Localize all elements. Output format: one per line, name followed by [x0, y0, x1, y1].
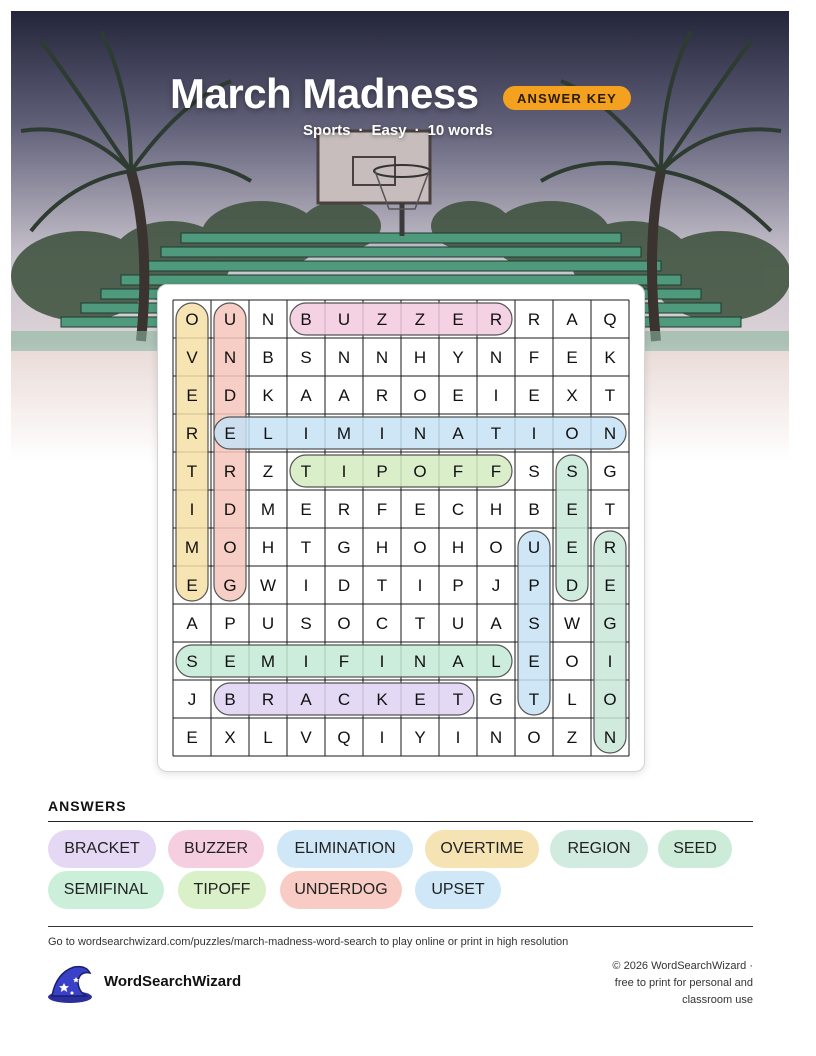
- grid-letter: I: [379, 652, 385, 671]
- grid-letter: F: [376, 500, 388, 519]
- grid-letter: U: [451, 614, 465, 633]
- grid-letter: G: [223, 576, 237, 595]
- grid-letter: I: [303, 652, 309, 671]
- grid-letter: Y: [414, 728, 426, 747]
- grid-letter: O: [413, 538, 427, 557]
- grid-letter: G: [489, 690, 503, 709]
- grid-letter: I: [303, 424, 309, 443]
- grid-letter: A: [300, 690, 312, 709]
- category-label: Sports: [303, 122, 351, 139]
- grid-letter: I: [379, 728, 385, 747]
- grid-letter: O: [337, 614, 351, 633]
- grid-letter: K: [376, 690, 388, 709]
- difficulty-label: Easy: [371, 122, 407, 139]
- grid-letter: I: [455, 728, 461, 747]
- grid-letter: P: [224, 614, 236, 633]
- grid-letter: N: [603, 424, 617, 443]
- grid-letter: R: [375, 386, 389, 405]
- grid-letter: D: [223, 386, 237, 405]
- grid-letter: O: [565, 424, 579, 443]
- grid-letter: I: [417, 576, 423, 595]
- answers-divider: [48, 821, 753, 822]
- grid-letter: S: [186, 652, 198, 671]
- answer-pill: SEMIFINAL: [48, 871, 164, 909]
- grid-letter: R: [489, 310, 503, 329]
- grid-letter: H: [375, 538, 389, 557]
- grid-letter: G: [603, 614, 617, 633]
- grid-letter: P: [452, 576, 464, 595]
- grid-letter: A: [300, 386, 312, 405]
- grid-letter: Q: [603, 310, 617, 329]
- meta-separator: ·: [414, 122, 420, 139]
- grid-letter: E: [414, 690, 426, 709]
- grid-letter: E: [452, 386, 464, 405]
- grid-letter: M: [260, 652, 276, 671]
- grid-letter: R: [337, 500, 351, 519]
- grid-letter: D: [223, 500, 237, 519]
- grid-letter: A: [452, 424, 464, 443]
- grid-letter: E: [186, 728, 198, 747]
- grid-letter: M: [184, 538, 200, 557]
- answer-key-badge: ANSWER KEY: [503, 86, 631, 110]
- grid-letter: H: [261, 538, 275, 557]
- grid-letter: R: [603, 538, 617, 557]
- grid-letter: T: [604, 500, 616, 519]
- grid-letter: W: [259, 576, 277, 595]
- answer-pill: BRACKET: [48, 830, 156, 868]
- grid-letter: E: [604, 576, 616, 595]
- grid-letter: U: [337, 310, 351, 329]
- grid-letter: N: [375, 348, 389, 367]
- grid-letter: C: [337, 690, 351, 709]
- answer-pill: BUZZER: [168, 830, 264, 868]
- grid-letter: O: [185, 310, 199, 329]
- grid-letter: S: [300, 614, 312, 633]
- grid-letter: R: [527, 310, 541, 329]
- grid-letter: Z: [566, 728, 578, 747]
- copyright-note: [553, 958, 753, 1009]
- grid-letter: E: [186, 386, 198, 405]
- grid-letter: K: [604, 348, 616, 367]
- grid-letter: N: [489, 728, 503, 747]
- answer-pill: ELIMINATION: [277, 830, 413, 868]
- grid-letter: T: [186, 462, 198, 481]
- grid-letter: O: [603, 690, 617, 709]
- grid-letter: H: [413, 348, 427, 367]
- grid-letter: R: [223, 462, 237, 481]
- grid-letter: J: [491, 576, 501, 595]
- grid-letter: Z: [414, 310, 426, 329]
- grid-letter: E: [300, 500, 312, 519]
- grid-letter: U: [223, 310, 237, 329]
- grid-letter: A: [452, 652, 464, 671]
- grid-letter: O: [413, 462, 427, 481]
- grid-letter: N: [223, 348, 237, 367]
- grid-letter: T: [376, 576, 388, 595]
- word-highlight-region: [594, 531, 626, 753]
- grid-letter: R: [185, 424, 199, 443]
- grid-letter: S: [566, 462, 578, 481]
- brand-name: WordSearchWizard: [104, 973, 242, 990]
- copyright-line: free to print for personal and: [614, 977, 753, 989]
- grid-letter: L: [491, 652, 501, 671]
- word-highlight-tipoff: [290, 455, 512, 487]
- grid-letter: O: [223, 538, 237, 557]
- grid-letter: T: [490, 424, 502, 443]
- grid-letter: B: [224, 690, 236, 709]
- grid-letter: L: [567, 690, 577, 709]
- grid-letter: A: [338, 386, 350, 405]
- copyright-line: © 2026 WordSearchWizard ·: [612, 960, 753, 972]
- grid-letter: Z: [376, 310, 388, 329]
- grid-letter: N: [413, 424, 427, 443]
- grid-letter: S: [528, 462, 540, 481]
- grid-letter: E: [528, 386, 540, 405]
- grid-letter: L: [263, 728, 273, 747]
- grid-letter: H: [489, 500, 503, 519]
- grid-letter: E: [186, 576, 198, 595]
- footer-url-note: Go to wordsearchwizard.com/puzzles/march-madness-word-search to play online or print in high resolution: [48, 936, 569, 948]
- answer-pill: OVERTIME: [425, 830, 539, 868]
- grid-letter: M: [260, 500, 276, 519]
- copyright-line: classroom use: [682, 994, 753, 1006]
- word-search-grid: [158, 285, 644, 771]
- grid-letter: E: [566, 538, 578, 557]
- answer-pill: UNDERDOG: [280, 871, 402, 909]
- grid-letter: I: [379, 424, 385, 443]
- grid-letter: T: [452, 690, 464, 709]
- grid-letter: E: [414, 500, 426, 519]
- grid-letter: H: [451, 538, 465, 557]
- grid-letter: O: [565, 652, 579, 671]
- grid-letter: X: [224, 728, 236, 747]
- page-title: March Madness: [170, 70, 479, 117]
- grid-letter: D: [337, 576, 351, 595]
- grid-letter: I: [303, 576, 309, 595]
- grid-letter: P: [376, 462, 388, 481]
- grid-letter: W: [563, 614, 581, 633]
- grid-letter: N: [603, 728, 617, 747]
- grid-letter: E: [566, 348, 578, 367]
- grid-letter: I: [189, 500, 195, 519]
- grid-letter: V: [186, 348, 198, 367]
- footer-divider: [48, 926, 753, 927]
- grid-letter: Q: [337, 728, 351, 747]
- grid-letter: F: [528, 348, 540, 367]
- grid-letter: S: [300, 348, 312, 367]
- grid-letter: T: [300, 538, 312, 557]
- grid-letter: C: [451, 500, 465, 519]
- grid-letter: E: [452, 310, 464, 329]
- grid-letter: E: [566, 500, 578, 519]
- grid-letter: P: [528, 576, 540, 595]
- grid-letter: D: [565, 576, 579, 595]
- grid-letter: K: [262, 386, 274, 405]
- grid-letter: E: [224, 424, 236, 443]
- word-highlight-buzzer: [290, 303, 512, 335]
- answers-heading: ANSWERS: [48, 798, 127, 814]
- answer-pill: SEED: [658, 830, 732, 868]
- word-search-card: [157, 284, 645, 772]
- grid-letter: N: [413, 652, 427, 671]
- grid-letter: N: [489, 348, 503, 367]
- grid-letter: T: [414, 614, 426, 633]
- puzzle-meta: [303, 122, 493, 139]
- answer-pill: UPSET: [415, 871, 501, 909]
- grid-letter: T: [604, 386, 616, 405]
- grid-letter: T: [528, 690, 540, 709]
- grid-letter: A: [566, 310, 578, 329]
- grid-letter: B: [528, 500, 540, 519]
- grid-letter: B: [262, 348, 274, 367]
- grid-letter: R: [261, 690, 275, 709]
- grid-letter: F: [452, 462, 464, 481]
- grid-letter: O: [413, 386, 427, 405]
- grid-letter: A: [490, 614, 502, 633]
- grid-letter: C: [375, 614, 389, 633]
- meta-separator: ·: [358, 122, 364, 139]
- wizard-hat-icon: [46, 963, 94, 1010]
- grid-letter: I: [531, 424, 537, 443]
- grid-letter: A: [186, 614, 198, 633]
- grid-letter: O: [527, 728, 541, 747]
- grid-letter: I: [607, 652, 613, 671]
- grid-letter: L: [263, 424, 273, 443]
- grid-letter: G: [337, 538, 351, 557]
- grid-letter: F: [338, 652, 350, 671]
- grid-letter: N: [337, 348, 351, 367]
- grid-letter: E: [528, 652, 540, 671]
- grid-letter: J: [187, 690, 197, 709]
- grid-letter: G: [603, 462, 617, 481]
- answer-pill: TIPOFF: [178, 871, 266, 909]
- grid-letter: I: [341, 462, 347, 481]
- grid-letter: M: [336, 424, 352, 443]
- grid-letter: V: [300, 728, 312, 747]
- grid-letter: E: [224, 652, 236, 671]
- grid-letter: X: [566, 386, 578, 405]
- grid-letter: Z: [262, 462, 274, 481]
- grid-letter: O: [489, 538, 503, 557]
- grid-letter: U: [527, 538, 541, 557]
- grid-letter: I: [493, 386, 499, 405]
- grid-letter: U: [261, 614, 275, 633]
- grid-letter: N: [261, 310, 275, 329]
- answer-pill: REGION: [550, 830, 648, 868]
- grid-letter: S: [528, 614, 540, 633]
- grid-letter: Y: [452, 348, 464, 367]
- grid-letter: F: [490, 462, 502, 481]
- grid-letter: B: [300, 310, 312, 329]
- word-count-label: 10 words: [427, 122, 493, 139]
- grid-letter: T: [300, 462, 312, 481]
